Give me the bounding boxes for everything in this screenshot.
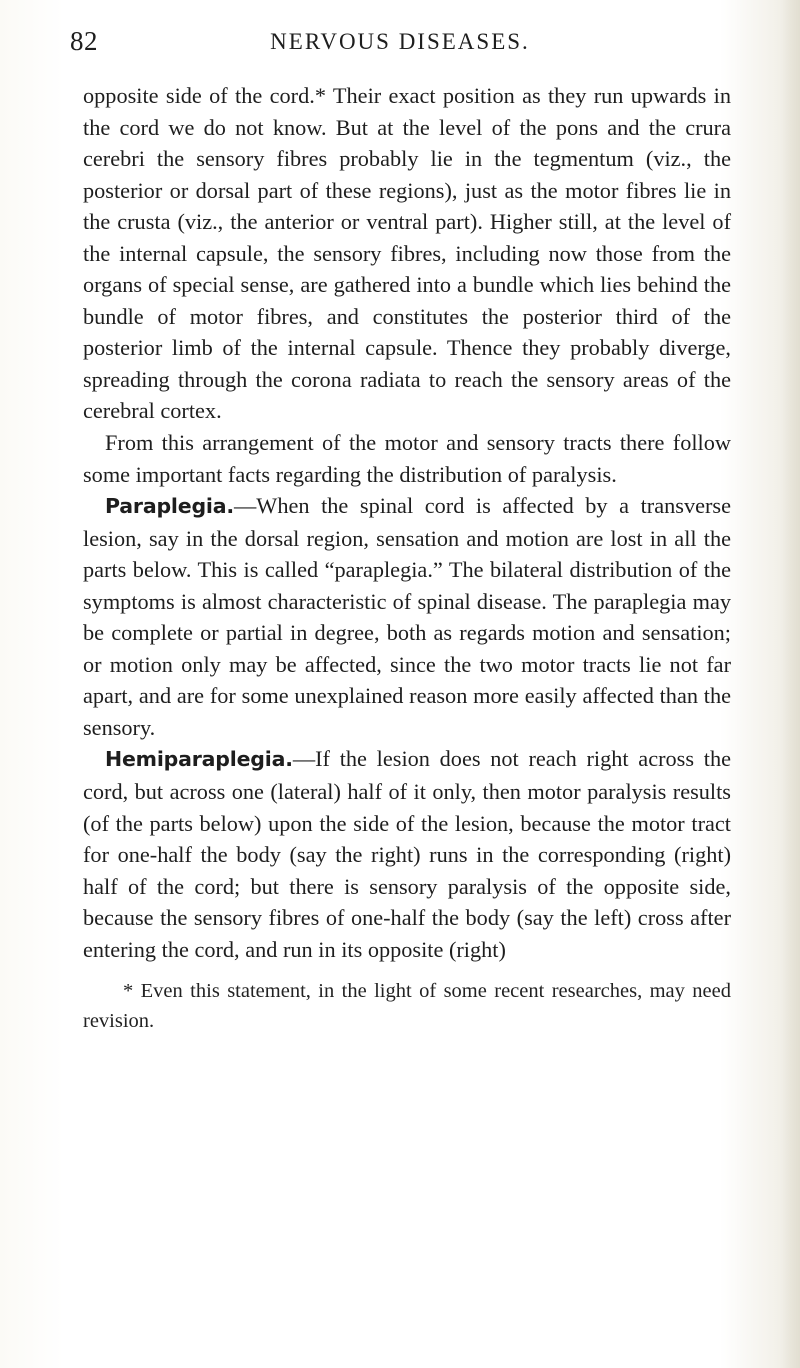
footnote-text: Even this statement, in the light of some recent researches, may need revision. [83, 980, 731, 1033]
paragraph-text: From this arrangement of the motor and sensory tracts there follow some important facts regarding the distribution of paralysis. [83, 430, 731, 487]
paragraph-hemiparaplegia [83, 743, 731, 965]
paragraph-continuation [83, 80, 731, 427]
footnote-separator [83, 971, 731, 972]
page-number: 82 [70, 26, 98, 56]
section-heading-hemiparaplegia: Hemiparaplegia. [105, 747, 293, 772]
page-body [83, 80, 731, 1036]
page-edge-shadow [782, 0, 800, 1368]
footnote [83, 976, 731, 1036]
paragraph-arrangement [83, 427, 731, 490]
section-heading-paraplegia: Paraplegia. [105, 494, 234, 519]
running-head: NERVOUS DISEASES. [270, 29, 530, 54]
paragraph-text: —If the lesion does not reach right across the cord, but across one (lateral) half of it only, then motor paralysis results (of the parts below) upon the side of the lesion, because the motor tract for one-half the body (say the right) runs in the corresponding (right) half of the cord; but there is sensory paralysis of the opposite side, because the sensory fibres of one-half the body (say the left) cross after entering the cord, and run in its opposite (right) [83, 746, 731, 962]
paragraph-text: opposite side of the cord.* Their exact position as they run upwards in the cord we do not know. But at the level of the pons and the crura cerebri the sensory fibres probably lie in the tegmentum (viz., the posterior or dorsal part of these regions), just as the motor fibres lie in the crusta (viz., the anterior or ventral part). Higher still, at the level of the internal capsule, the sensory fibres, including now those from the organs of special sense, are gathered into a bundle which lies behind the bundle of motor fibres, and constitutes the posterior third of the posterior limb of the internal capsule. Thence they probably diverge, spreading through the corona radiata to reach the sensory areas of the cerebral cortex. [83, 83, 731, 424]
paragraph-text: —When the spinal cord is affected by a transverse lesion, say in the dorsal region, sensation and motion are lost in all the parts below. This is called “paraplegia.” The bilateral distribution of the symptoms is almost characteristic of spinal disease. The paraplegia may be complete or partial in degree, both as regards motion and sensation; or motion only may be affected, since the two motor tracts lie not far apart, and are for some unexplained reason more easily affected than the sensory. [83, 493, 731, 740]
footnote-marker: * [123, 980, 134, 1003]
paragraph-paraplegia [83, 490, 731, 743]
page-header [70, 26, 730, 62]
